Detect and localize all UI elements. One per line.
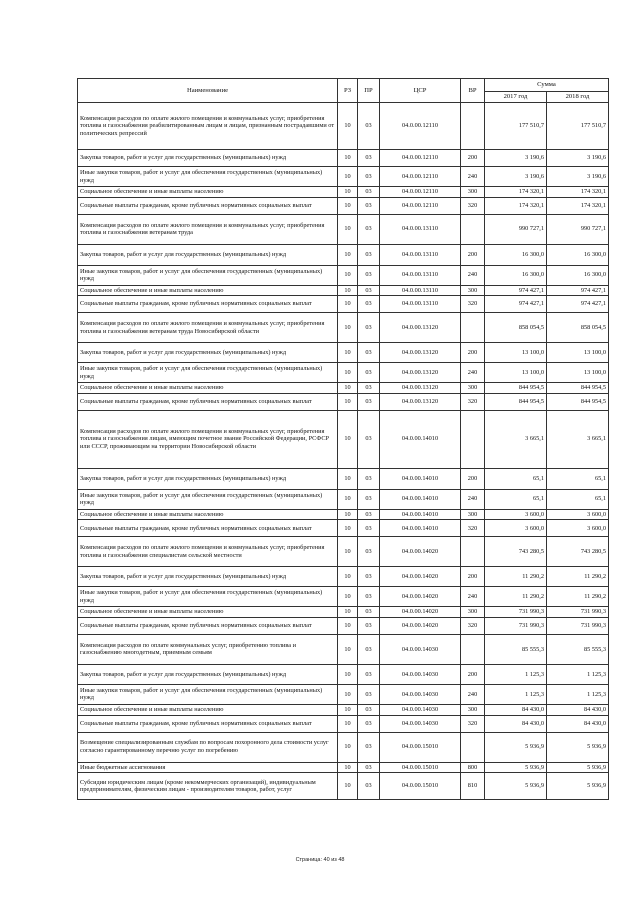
cell-sum-2017: 65,1 [485, 489, 547, 509]
cell-vr: 300 [461, 383, 485, 394]
table-row [78, 313, 609, 343]
cell-vr: 800 [461, 762, 485, 773]
cell-sum-2017: 13 100,0 [485, 363, 547, 383]
cell-vr: 300 [461, 607, 485, 618]
cell-sum-2018: 65,1 [547, 468, 609, 489]
table-row [78, 520, 609, 537]
cell-sum-2018: 743 280,5 [547, 537, 609, 567]
cell-rz: 10 [338, 704, 358, 715]
cell-vr: 240 [461, 587, 485, 607]
cell-rz: 10 [338, 732, 358, 762]
table-row [78, 410, 609, 468]
cell-vr: 200 [461, 468, 485, 489]
cell-sum-2018: 65,1 [547, 489, 609, 509]
cell-rz: 10 [338, 664, 358, 684]
cell-pr: 03 [358, 489, 380, 509]
cell-name: Иные закупки товаров, работ и услуг для обеспечения государственных (муниципальных) нужд [78, 167, 338, 187]
cell-vr: 300 [461, 285, 485, 296]
cell-name: Иные бюджетные ассигнования [78, 762, 338, 773]
cell-sum-2018: 11 290,2 [547, 587, 609, 607]
cell-sum-2017: 174 320,1 [485, 197, 547, 214]
header-rz: РЗ [338, 79, 358, 103]
cell-sum-2017: 5 936,9 [485, 762, 547, 773]
cell-pr: 03 [358, 773, 380, 800]
cell-pr: 03 [358, 265, 380, 285]
cell-vr: 240 [461, 489, 485, 509]
cell-name: Социальные выплаты гражданам, кроме публичных нормативных социальных выплат [78, 617, 338, 634]
header-csr: ЦСР [380, 79, 461, 103]
cell-sum-2018: 174 320,1 [547, 197, 609, 214]
cell-name: Иные закупки товаров, работ и услуг для обеспечения государственных (муниципальных) нужд [78, 363, 338, 383]
cell-sum-2018: 174 320,1 [547, 187, 609, 198]
cell-rz: 10 [338, 587, 358, 607]
table-row [78, 197, 609, 214]
cell-csr: 04.0.00.14020 [380, 567, 461, 587]
cell-name: Иные закупки товаров, работ и услуг для обеспечения государственных (муниципальных) нужд [78, 489, 338, 509]
cell-sum-2017: 3 665,1 [485, 410, 547, 468]
cell-sum-2018: 1 125,3 [547, 684, 609, 704]
cell-csr: 04.0.00.15010 [380, 732, 461, 762]
cell-sum-2018: 84 430,0 [547, 715, 609, 732]
cell-pr: 03 [358, 468, 380, 489]
cell-name: Закупка товаров, работ и услуг для государственных (муниципальных) нужд [78, 664, 338, 684]
cell-name: Социальное обеспечение и иные выплаты населению [78, 509, 338, 520]
cell-csr: 04.0.00.14020 [380, 617, 461, 634]
cell-name: Иные закупки товаров, работ и услуг для обеспечения государственных (муниципальных) нужд [78, 684, 338, 704]
cell-sum-2018: 177 510,7 [547, 103, 609, 150]
cell-sum-2017: 65,1 [485, 468, 547, 489]
cell-sum-2018: 3 665,1 [547, 410, 609, 468]
cell-name: Социальные выплаты гражданам, кроме публичных нормативных социальных выплат [78, 520, 338, 537]
header-sum: Сумма [485, 79, 609, 92]
cell-sum-2017: 85 555,3 [485, 634, 547, 664]
cell-name: Социальное обеспечение и иные выплаты населению [78, 187, 338, 198]
cell-vr: 320 [461, 715, 485, 732]
cell-sum-2018: 3 600,0 [547, 509, 609, 520]
cell-rz: 10 [338, 150, 358, 167]
table-row [78, 363, 609, 383]
cell-sum-2018: 5 936,9 [547, 762, 609, 773]
cell-sum-2018: 13 100,0 [547, 363, 609, 383]
cell-sum-2018: 3 600,0 [547, 520, 609, 537]
cell-csr: 04.0.00.13120 [380, 383, 461, 394]
cell-csr: 04.0.00.14030 [380, 684, 461, 704]
cell-rz: 10 [338, 489, 358, 509]
cell-sum-2018: 731 990,3 [547, 617, 609, 634]
cell-name: Закупка товаров, работ и услуг для государственных (муниципальных) нужд [78, 244, 338, 265]
cell-csr: 04.0.00.12110 [380, 150, 461, 167]
cell-sum-2018: 84 430,0 [547, 704, 609, 715]
cell-name: Социальное обеспечение и иные выплаты населению [78, 704, 338, 715]
cell-pr: 03 [358, 684, 380, 704]
table-row [78, 393, 609, 410]
table-row [78, 617, 609, 634]
cell-csr: 04.0.00.14010 [380, 489, 461, 509]
cell-vr [461, 214, 485, 244]
cell-csr: 04.0.00.13110 [380, 296, 461, 313]
cell-sum-2017: 3 600,0 [485, 520, 547, 537]
cell-pr: 03 [358, 715, 380, 732]
cell-rz: 10 [338, 634, 358, 664]
cell-sum-2017: 5 936,9 [485, 732, 547, 762]
cell-sum-2018: 974 427,1 [547, 285, 609, 296]
cell-csr: 04.0.00.14020 [380, 587, 461, 607]
cell-vr: 810 [461, 773, 485, 800]
table-row [78, 664, 609, 684]
cell-vr [461, 103, 485, 150]
cell-sum-2018: 3 190,6 [547, 150, 609, 167]
cell-csr: 04.0.00.12110 [380, 167, 461, 187]
cell-pr: 03 [358, 313, 380, 343]
cell-csr: 04.0.00.13120 [380, 393, 461, 410]
cell-csr: 04.0.00.13110 [380, 244, 461, 265]
cell-pr: 03 [358, 383, 380, 394]
cell-sum-2018: 16 300,0 [547, 244, 609, 265]
cell-name: Социальные выплаты гражданам, кроме публичных нормативных социальных выплат [78, 197, 338, 214]
table-row [78, 167, 609, 187]
cell-sum-2017: 84 430,0 [485, 704, 547, 715]
cell-vr: 200 [461, 150, 485, 167]
cell-rz: 10 [338, 520, 358, 537]
cell-pr: 03 [358, 410, 380, 468]
cell-csr: 04.0.00.14020 [380, 607, 461, 618]
cell-vr: 200 [461, 664, 485, 684]
table-row [78, 150, 609, 167]
cell-rz: 10 [338, 197, 358, 214]
cell-name: Компенсация расходов по оплате жилого помещения и коммунальных услуг, приобретения топлива и газоснабжения ветеранам труда [78, 214, 338, 244]
table-row [78, 187, 609, 198]
cell-sum-2018: 974 427,1 [547, 296, 609, 313]
cell-sum-2018: 844 954,5 [547, 383, 609, 394]
cell-vr: 320 [461, 296, 485, 313]
cell-name: Социальные выплаты гражданам, кроме публичных нормативных социальных выплат [78, 715, 338, 732]
table-row [78, 587, 609, 607]
table-row [78, 634, 609, 664]
cell-pr: 03 [358, 664, 380, 684]
table-row [78, 607, 609, 618]
cell-sum-2017: 16 300,0 [485, 265, 547, 285]
table-row [78, 704, 609, 715]
table-row [78, 509, 609, 520]
cell-rz: 10 [338, 607, 358, 618]
cell-csr: 04.0.00.14020 [380, 537, 461, 567]
cell-rz: 10 [338, 537, 358, 567]
cell-vr: 320 [461, 520, 485, 537]
cell-csr: 04.0.00.13120 [380, 363, 461, 383]
cell-name: Социальное обеспечение и иные выплаты населению [78, 607, 338, 618]
cell-sum-2018: 16 300,0 [547, 265, 609, 285]
cell-pr: 03 [358, 537, 380, 567]
cell-csr: 04.0.00.13120 [380, 343, 461, 363]
cell-sum-2017: 177 510,7 [485, 103, 547, 150]
cell-sum-2017: 743 280,5 [485, 537, 547, 567]
cell-vr [461, 313, 485, 343]
cell-csr: 04.0.00.13120 [380, 313, 461, 343]
cell-vr: 320 [461, 393, 485, 410]
cell-sum-2018: 1 125,3 [547, 664, 609, 684]
cell-sum-2017: 13 100,0 [485, 343, 547, 363]
header-name: Наименование [78, 79, 338, 103]
cell-pr: 03 [358, 285, 380, 296]
cell-sum-2017: 731 990,3 [485, 617, 547, 634]
cell-pr: 03 [358, 150, 380, 167]
cell-name: Социальные выплаты гражданам, кроме публичных нормативных социальных выплат [78, 393, 338, 410]
cell-sum-2018: 844 954,5 [547, 393, 609, 410]
cell-sum-2017: 174 320,1 [485, 187, 547, 198]
cell-rz: 10 [338, 214, 358, 244]
cell-sum-2018: 990 727,1 [547, 214, 609, 244]
cell-sum-2017: 3 190,6 [485, 150, 547, 167]
cell-pr: 03 [358, 296, 380, 313]
cell-pr: 03 [358, 607, 380, 618]
table-row [78, 296, 609, 313]
table-row [78, 732, 609, 762]
cell-sum-2018: 5 936,9 [547, 732, 609, 762]
cell-pr: 03 [358, 617, 380, 634]
cell-vr: 240 [461, 265, 485, 285]
cell-csr: 04.0.00.14030 [380, 634, 461, 664]
cell-sum-2017: 858 054,5 [485, 313, 547, 343]
cell-csr: 04.0.00.15010 [380, 762, 461, 773]
cell-pr: 03 [358, 363, 380, 383]
table-row [78, 343, 609, 363]
cell-sum-2018: 3 190,6 [547, 167, 609, 187]
cell-csr: 04.0.00.14010 [380, 520, 461, 537]
cell-name: Закупка товаров, работ и услуг для государственных (муниципальных) нужд [78, 150, 338, 167]
cell-pr: 03 [358, 704, 380, 715]
cell-vr: 300 [461, 187, 485, 198]
cell-rz: 10 [338, 509, 358, 520]
cell-rz: 10 [338, 762, 358, 773]
cell-csr: 04.0.00.15010 [380, 773, 461, 800]
cell-rz: 10 [338, 296, 358, 313]
budget-table [77, 78, 609, 800]
cell-csr: 04.0.00.13110 [380, 285, 461, 296]
table-row [78, 214, 609, 244]
cell-sum-2017: 1 125,3 [485, 664, 547, 684]
cell-csr: 04.0.00.14030 [380, 664, 461, 684]
cell-vr: 320 [461, 617, 485, 634]
header-vr: ВР [461, 79, 485, 103]
cell-sum-2017: 5 936,9 [485, 773, 547, 800]
cell-vr: 240 [461, 363, 485, 383]
cell-sum-2017: 1 125,3 [485, 684, 547, 704]
cell-name: Субсидии юридическим лицам (кроме некоммерческих организаций), индивидуальным предпринимателям, физическим лицам - производителям товаров, работ, услуг [78, 773, 338, 800]
cell-sum-2017: 3 600,0 [485, 509, 547, 520]
header-pr: ПР [358, 79, 380, 103]
cell-pr: 03 [358, 520, 380, 537]
table-body [78, 103, 609, 800]
table-row [78, 762, 609, 773]
cell-name: Иные закупки товаров, работ и услуг для обеспечения государственных (муниципальных) нужд [78, 265, 338, 285]
cell-name: Компенсация расходов по оплате жилого помещения и коммунальных услуг, приобретения топлива и газоснабжения ветеранам труда Новосибирской области [78, 313, 338, 343]
cell-sum-2017: 844 954,5 [485, 383, 547, 394]
cell-sum-2018: 858 054,5 [547, 313, 609, 343]
table-row [78, 244, 609, 265]
cell-rz: 10 [338, 285, 358, 296]
cell-name: Социальное обеспечение и иные выплаты населению [78, 383, 338, 394]
cell-rz: 10 [338, 684, 358, 704]
cell-vr [461, 634, 485, 664]
cell-rz: 10 [338, 363, 358, 383]
cell-rz: 10 [338, 103, 358, 150]
table-row [78, 103, 609, 150]
cell-vr [461, 537, 485, 567]
cell-pr: 03 [358, 587, 380, 607]
cell-name: Компенсация расходов по оплате жилого помещения и коммунальных услуг, приобретения топлива и газоснабжения реабилитированным лицам и лицам, признанным пострадавшими от политических репрессий [78, 103, 338, 150]
cell-sum-2018: 13 100,0 [547, 343, 609, 363]
table-row [78, 684, 609, 704]
cell-vr: 240 [461, 684, 485, 704]
cell-sum-2017: 11 290,2 [485, 587, 547, 607]
cell-rz: 10 [338, 265, 358, 285]
cell-vr: 200 [461, 244, 485, 265]
cell-csr: 04.0.00.13110 [380, 265, 461, 285]
cell-name: Иные закупки товаров, работ и услуг для обеспечения государственных (муниципальных) нужд [78, 587, 338, 607]
cell-vr: 200 [461, 567, 485, 587]
cell-rz: 10 [338, 244, 358, 265]
cell-pr: 03 [358, 197, 380, 214]
table-row [78, 773, 609, 800]
cell-sum-2017: 990 727,1 [485, 214, 547, 244]
cell-sum-2017: 3 190,6 [485, 167, 547, 187]
table-row [78, 383, 609, 394]
cell-vr: 200 [461, 343, 485, 363]
cell-csr: 04.0.00.12110 [380, 103, 461, 150]
page-number: Страница: 40 из 48 [295, 857, 345, 863]
cell-sum-2017: 84 430,0 [485, 715, 547, 732]
table-row [78, 567, 609, 587]
cell-vr [461, 732, 485, 762]
cell-name: Закупка товаров, работ и услуг для государственных (муниципальных) нужд [78, 468, 338, 489]
cell-sum-2018: 85 555,3 [547, 634, 609, 664]
cell-sum-2018: 731 990,3 [547, 607, 609, 618]
cell-pr: 03 [358, 567, 380, 587]
cell-rz: 10 [338, 343, 358, 363]
cell-pr: 03 [358, 762, 380, 773]
cell-csr: 04.0.00.14030 [380, 704, 461, 715]
cell-pr: 03 [358, 214, 380, 244]
cell-sum-2017: 16 300,0 [485, 244, 547, 265]
cell-pr: 03 [358, 634, 380, 664]
cell-pr: 03 [358, 343, 380, 363]
cell-name: Возмещение специализированным службам по вопросам похоронного дела стоимости услуг согласно гарантированному перечню услуг по погребению [78, 732, 338, 762]
cell-csr: 04.0.00.14010 [380, 509, 461, 520]
cell-rz: 10 [338, 773, 358, 800]
cell-csr: 04.0.00.12110 [380, 187, 461, 198]
cell-vr: 300 [461, 704, 485, 715]
cell-csr: 04.0.00.14030 [380, 715, 461, 732]
cell-name: Социальные выплаты гражданам, кроме публичных нормативных социальных выплат [78, 296, 338, 313]
cell-csr: 04.0.00.14010 [380, 468, 461, 489]
cell-rz: 10 [338, 468, 358, 489]
cell-rz: 10 [338, 383, 358, 394]
cell-csr: 04.0.00.14010 [380, 410, 461, 468]
cell-vr: 240 [461, 167, 485, 187]
cell-pr: 03 [358, 393, 380, 410]
cell-sum-2017: 731 990,3 [485, 607, 547, 618]
cell-vr: 300 [461, 509, 485, 520]
table-row [78, 468, 609, 489]
table-row [78, 715, 609, 732]
cell-sum-2018: 11 290,2 [547, 567, 609, 587]
cell-csr: 04.0.00.12110 [380, 197, 461, 214]
cell-pr: 03 [358, 167, 380, 187]
table-row [78, 489, 609, 509]
header-year-2018: 2018 год [547, 92, 609, 103]
cell-pr: 03 [358, 103, 380, 150]
cell-sum-2017: 11 290,2 [485, 567, 547, 587]
cell-name: Компенсация расходов по оплате жилого помещения и коммунальных услуг, приобретения топлива и газоснабжения лицам, имеющим почетное звание Российской Федерации, РСФСР или СССР, проживающим на территории Новосибирской области [78, 410, 338, 468]
header-year-2017: 2017 год [485, 92, 547, 103]
cell-vr [461, 410, 485, 468]
cell-vr: 320 [461, 197, 485, 214]
cell-rz: 10 [338, 393, 358, 410]
cell-sum-2017: 844 954,5 [485, 393, 547, 410]
cell-pr: 03 [358, 732, 380, 762]
cell-name: Компенсация расходов по оплате жилого помещения и коммунальных услуг, приобретения топлива и газоснабжения специалистам сельской местности [78, 537, 338, 567]
cell-pr: 03 [358, 509, 380, 520]
cell-sum-2017: 974 427,1 [485, 285, 547, 296]
cell-name: Социальное обеспечение и иные выплаты населению [78, 285, 338, 296]
cell-pr: 03 [358, 187, 380, 198]
table-row [78, 265, 609, 285]
table-row [78, 285, 609, 296]
cell-rz: 10 [338, 313, 358, 343]
cell-rz: 10 [338, 410, 358, 468]
cell-rz: 10 [338, 567, 358, 587]
cell-rz: 10 [338, 167, 358, 187]
cell-csr: 04.0.00.13110 [380, 214, 461, 244]
cell-name: Закупка товаров, работ и услуг для государственных (муниципальных) нужд [78, 567, 338, 587]
table-row [78, 537, 609, 567]
cell-sum-2018: 5 936,9 [547, 773, 609, 800]
cell-rz: 10 [338, 187, 358, 198]
cell-rz: 10 [338, 617, 358, 634]
cell-pr: 03 [358, 244, 380, 265]
cell-name: Компенсация расходов по оплате коммунальных услуг, приобретению топлива и газоснабжению многодетным, приемным семьям [78, 634, 338, 664]
cell-rz: 10 [338, 715, 358, 732]
cell-sum-2017: 974 427,1 [485, 296, 547, 313]
cell-name: Закупка товаров, работ и услуг для государственных (муниципальных) нужд [78, 343, 338, 363]
